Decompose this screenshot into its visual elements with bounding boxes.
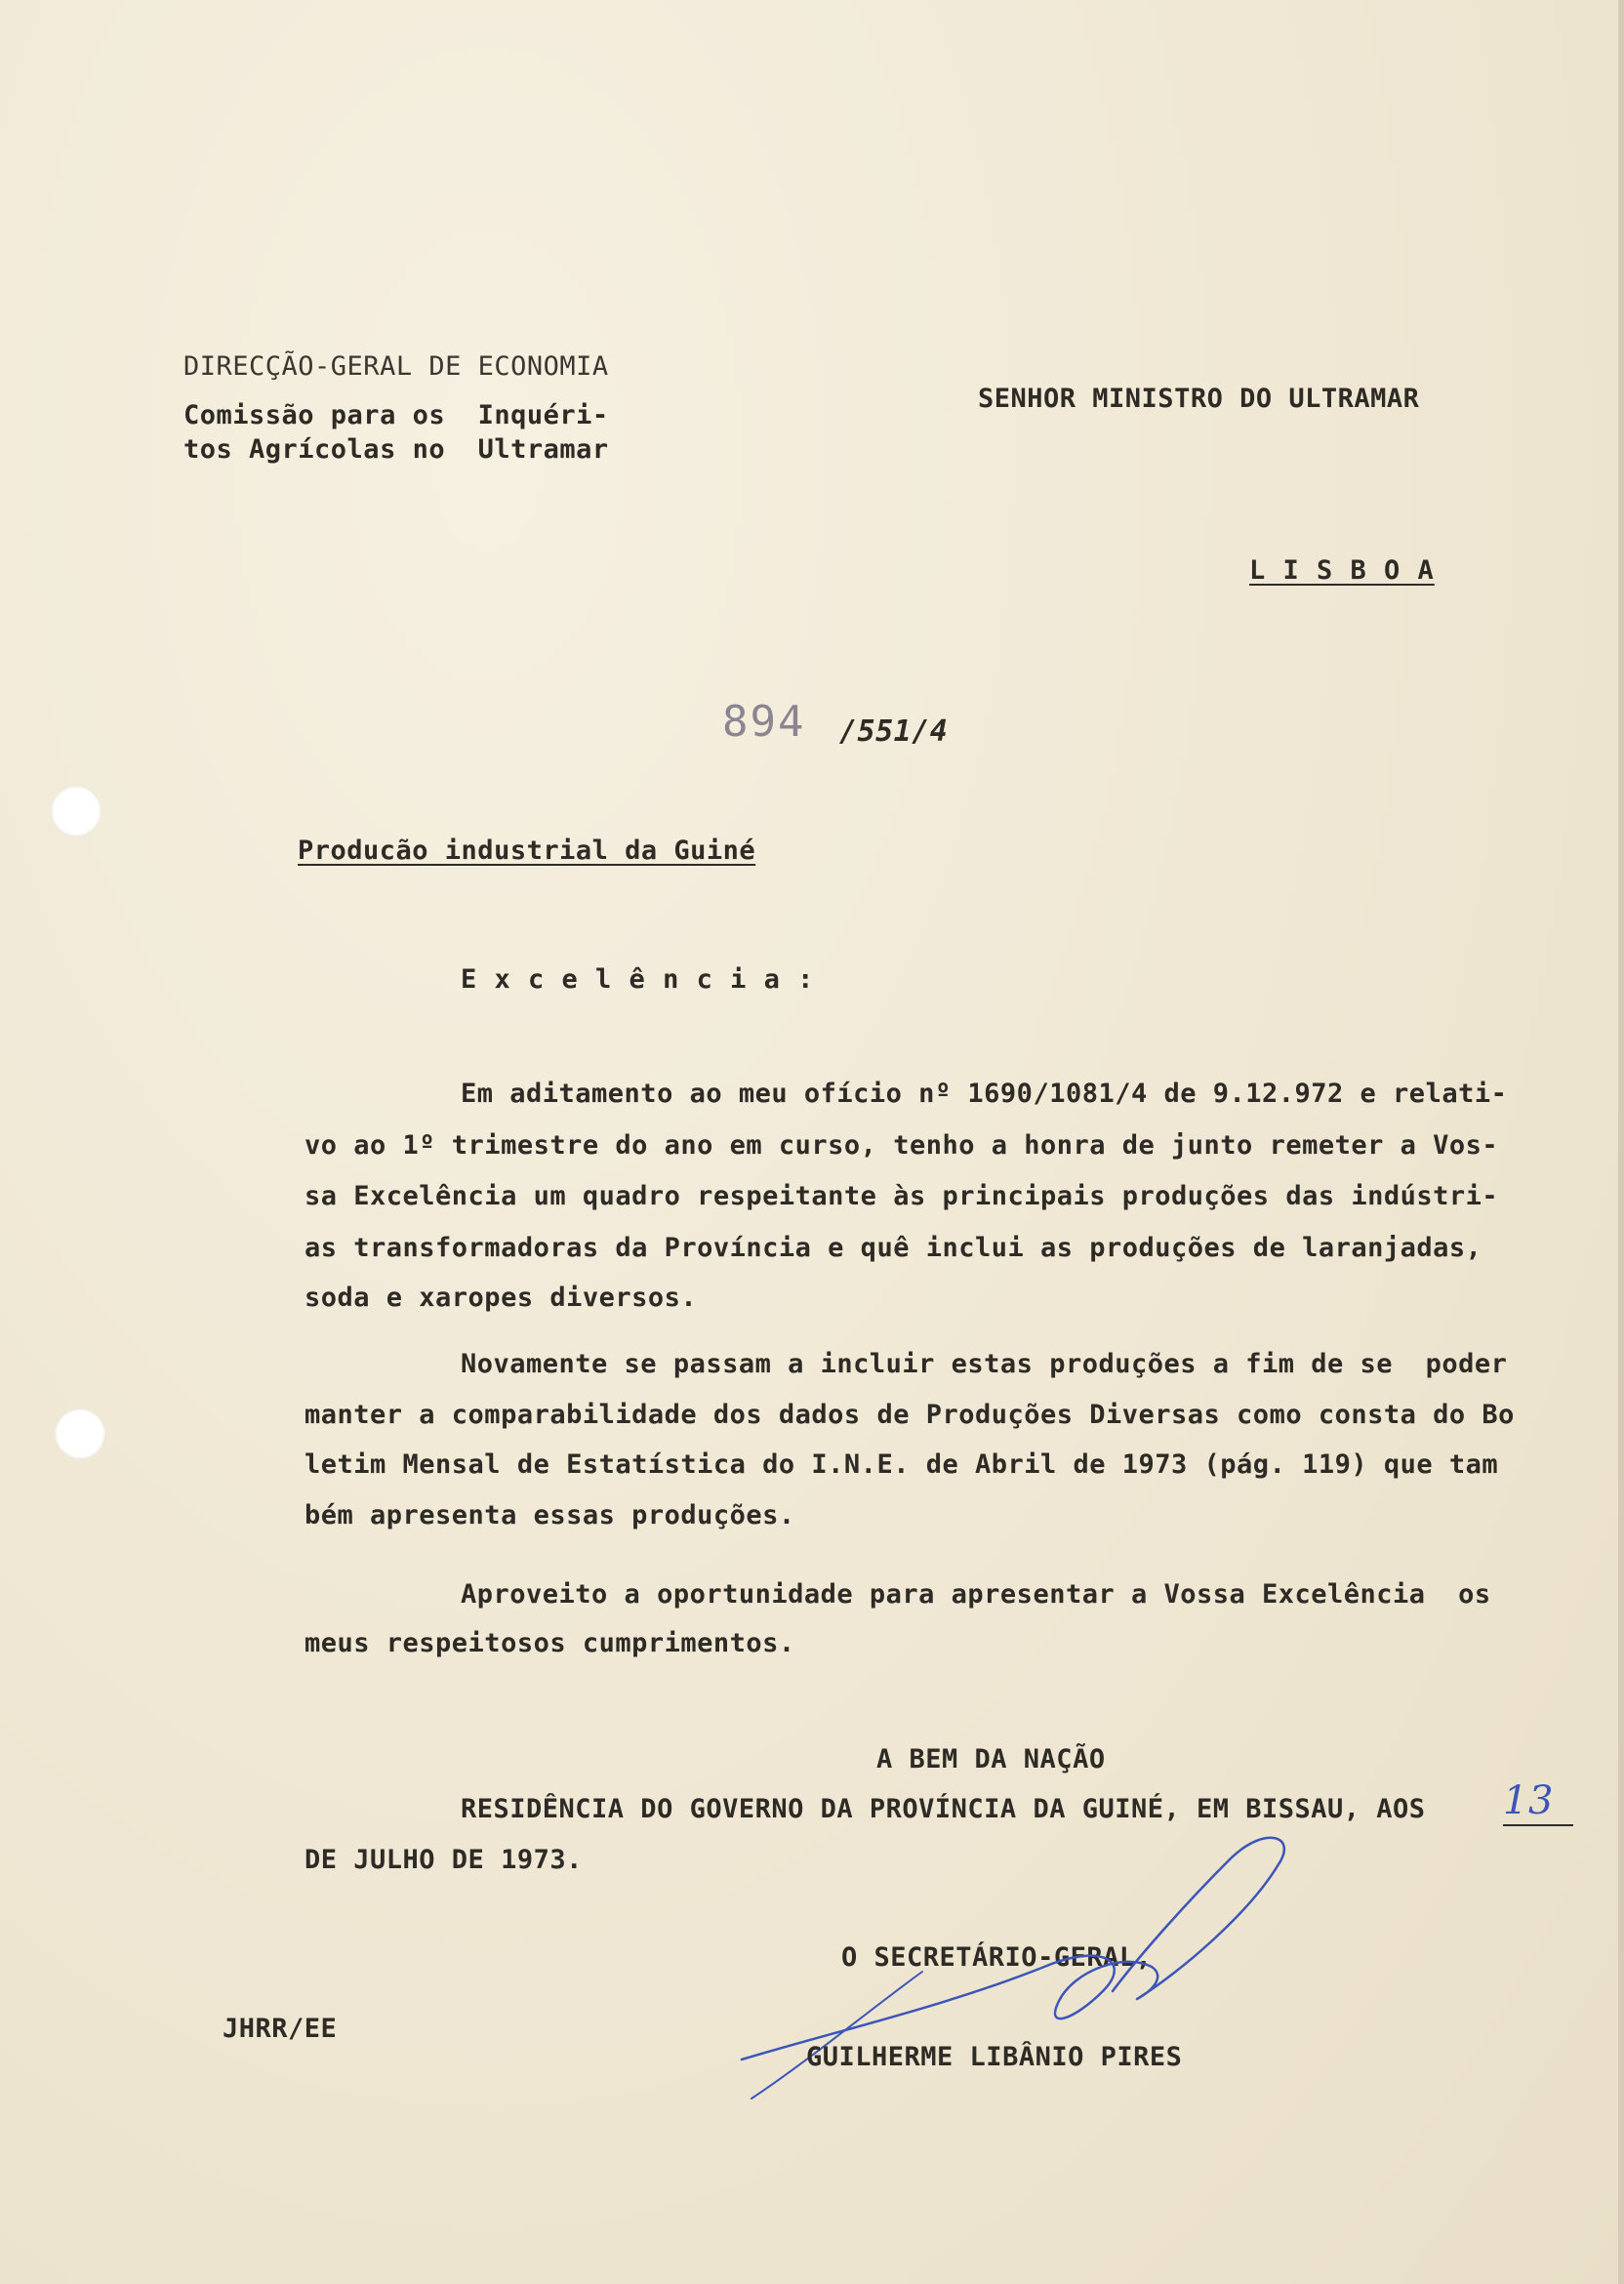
closing-motto: A BEM DA NAÇÃO xyxy=(876,1744,1106,1774)
closing-place-line: RESIDÊNCIA DO GOVERNO DA PROVÍNCIA DA GUINÉ, EM BISSAU, AOS xyxy=(461,1794,1426,1824)
typist-initials: JHRR/EE xyxy=(223,2014,338,2044)
salutation: E x c e l ê n c i a : xyxy=(461,964,815,995)
handwritten-day: 13 xyxy=(1503,1781,1573,1826)
punch-hole-top xyxy=(51,786,102,836)
header-department: DIRECÇÃO-GERAL DE ECONOMIA xyxy=(183,351,609,382)
header-commission-line1: Comissão para os Inquéri- xyxy=(183,400,609,430)
header-commission-line2: tos Agrícolas no Ultramar xyxy=(183,434,609,465)
paragraph-1-line-5: soda e xaropes diversos. xyxy=(304,1283,698,1313)
signature-stroke-main xyxy=(742,1838,1284,2060)
paragraph-1-line-1: Em aditamento ao meu ofício nº 1690/1081/4 de 9.12.972 e relati- xyxy=(461,1079,1508,1109)
paragraph-1-line-3: sa Excelência um quadro respeitante às principais produções das indústri- xyxy=(304,1181,1499,1211)
paragraph-2-line-2: manter a comparabilidade dos dados de Produções Diversas como consta do Bo xyxy=(304,1400,1515,1430)
paragraph-2-line-4: bém apresenta essas produções. xyxy=(304,1500,795,1530)
signature-role: O SECRETÁRIO-GERAL, xyxy=(841,1942,1153,1973)
paragraph-1-line-4: as transformadoras da Província e quê inclui as produções de laranjadas, xyxy=(304,1233,1482,1263)
paragraph-2-line-3: letim Mensal de Estatística do I.N.E. de Abril de 1973 (pág. 119) que tam xyxy=(304,1449,1499,1480)
paragraph-2-line-1: Novamente se passam a incluir estas produções a fim de se poder xyxy=(461,1349,1508,1379)
signatory-name: GUILHERME LIBÂNIO PIRES xyxy=(806,2042,1183,2072)
handwritten-signature xyxy=(722,1835,1347,2128)
addressee-title: SENHOR MINISTRO DO ULTRAMAR xyxy=(978,384,1420,414)
paragraph-1-line-2: vo ao 1º trimestre do ano em curso, tenho a honra de junto remeter a Vos- xyxy=(304,1130,1499,1161)
reference-number-stamp: 894 xyxy=(722,697,806,747)
signature-stroke-tail xyxy=(751,1972,922,2099)
paper-edge xyxy=(1618,0,1624,2284)
subject-line: Producão industrial da Guiné xyxy=(298,836,756,866)
reference-suffix: /551/4 xyxy=(839,714,949,749)
paragraph-3-line-1: Aproveito a oportunidade para apresentar a Vossa Excelência os xyxy=(461,1579,1491,1610)
closing-date-line: DE JULHO DE 1973. xyxy=(304,1845,583,1875)
addressee-city: L I S B O A xyxy=(1249,555,1435,586)
punch-hole-bottom xyxy=(55,1408,105,1459)
paragraph-3-line-2: meus respeitosos cumprimentos. xyxy=(304,1628,795,1658)
